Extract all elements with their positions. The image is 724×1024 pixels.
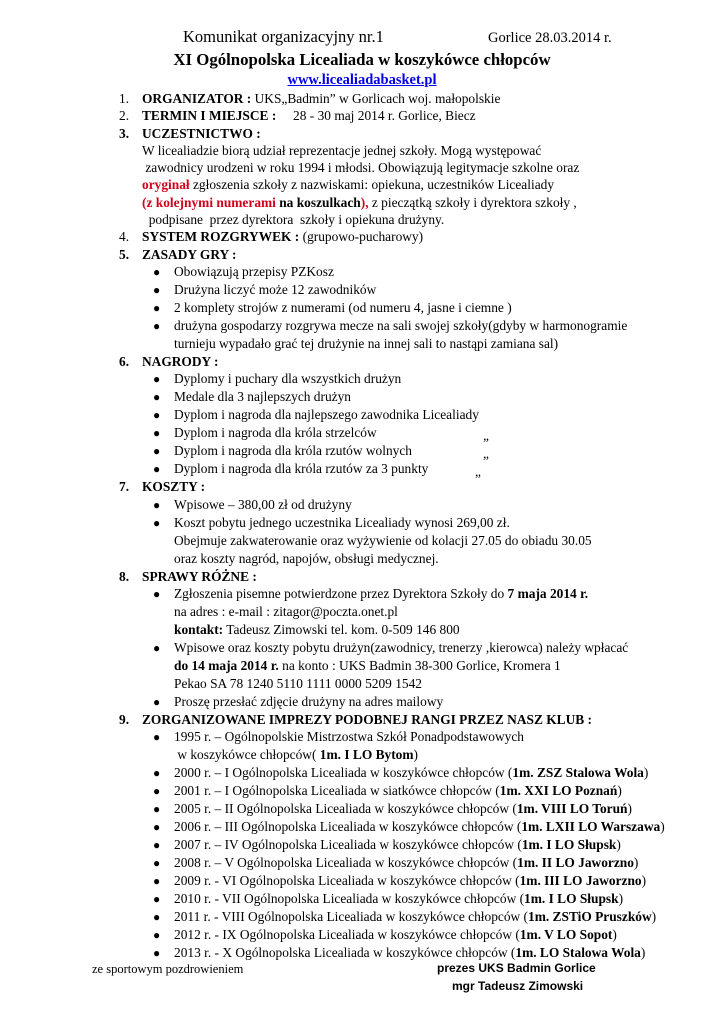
misc-list: [0, 585, 724, 711]
highlight-original: oryginał: [142, 177, 190, 193]
list-item-text: turnieju wypadało grać tej drużynie na innej sali to nastąpi zamiana sal): [174, 335, 559, 351]
list-item: [0, 460, 724, 478]
event-winner: 1m. LO Stalowa Wola: [515, 945, 641, 961]
list-item: [0, 388, 724, 406]
event-text: 2012 r. - IX Ogólnopolska Licealiada w koszykówce chłopców (: [174, 927, 520, 943]
list-item-text: Medale dla 3 najlepszych drużyn: [174, 389, 351, 405]
contact-line: [174, 621, 724, 639]
list-item: [0, 263, 724, 281]
ditto-mark: „: [475, 464, 481, 480]
list-item-text: oraz koszty nagród, napojów, obsługi medycznej.: [174, 550, 439, 566]
bank-account: Pekao SA 78 1240 5110 1111 0000 5209 1542: [174, 675, 422, 691]
website-link[interactable]: www.licealiadabasket.pl: [287, 72, 437, 88]
section-number: 1.: [119, 91, 130, 106]
event-text: ): [627, 801, 632, 817]
bullet-icon: ●: [153, 784, 161, 799]
event-winner: 1m. XXI LO Poznań: [499, 783, 618, 799]
list-item-text: Proszę przesłać zdjęcie drużyny na adres mailowy: [174, 693, 444, 709]
bullet-icon: ●: [153, 694, 161, 709]
list-item: [0, 317, 724, 353]
text-line: podpisane przez dyrektora szkoły i opiekuna drużyny.: [142, 212, 445, 228]
section-heading: KOSZTY :: [142, 479, 206, 495]
awards-list: [0, 370, 724, 478]
bullet-icon: ●: [153, 390, 161, 405]
event-text: ): [643, 765, 649, 781]
list-item-text: Dyplom i nagroda dla króla strzelców: [174, 425, 377, 441]
event-text: ): [641, 873, 647, 889]
list-item: [0, 764, 724, 782]
text-line: [142, 176, 724, 193]
signature-title: prezes UKS Badmin Gorlice: [437, 961, 596, 975]
list-item: [0, 514, 724, 568]
list-item-text: 2 komplety strojów z numerami (od numeru 4, jasne i ciemne ): [174, 299, 512, 315]
section-text: 28 - 30 maj 2014 r. Gorlice, Biecz: [276, 108, 476, 124]
text-fragment: na koszulkach: [275, 194, 361, 210]
text-fragment: zgłoszenia szkoły z nazwiskami: opiekuna, uczestników Licealiady: [189, 177, 555, 193]
list-item-text: drużyna gospodarzy rozgrywa mecze na sali swojej szkoły(gdyby w harmonogramie: [174, 317, 628, 333]
bullet-icon: ●: [153, 264, 161, 279]
event-text: 2010 r. - VII Ogólnopolska Licealiada w koszykówce chłopców (: [174, 891, 525, 907]
event-text: ): [618, 891, 624, 907]
event-text: 2005 r. – II Ogólnopolska Licealiada w koszykówce chłopców (: [174, 801, 517, 817]
ditto-mark: „: [483, 446, 489, 462]
list-item: [0, 872, 724, 890]
section-number: 3.: [119, 125, 130, 141]
contact-label: kontakt:: [174, 621, 224, 637]
section-number: 7.: [119, 479, 130, 495]
event-text: ): [413, 747, 418, 763]
bullet-icon: ●: [153, 444, 161, 459]
section-awards: [0, 353, 724, 370]
section-heading: ORGANIZATOR :: [142, 91, 252, 106]
section-history: [0, 711, 724, 728]
event-text: ): [633, 855, 639, 871]
bullet-icon: ●: [153, 892, 161, 907]
list-item: [0, 926, 724, 944]
bullet-icon: ●: [153, 408, 161, 423]
text-line: W licealiadzie biorą udział reprezentacje jednej szkoły. Mogą występować: [142, 142, 542, 158]
deadline-date: 7 maja 2014 r.: [507, 585, 589, 601]
section-rules: [0, 246, 724, 263]
bullet-icon: ●: [153, 874, 161, 889]
document-title: Komunikat organizacyjny nr.1: [183, 27, 384, 46]
section-number: 2.: [119, 108, 130, 124]
section-text: (grupowo-pucharowy): [299, 229, 424, 245]
section-organizer: [0, 90, 724, 107]
list-item: [0, 424, 724, 442]
bullet-icon: ●: [153, 282, 161, 297]
list-item: [0, 585, 724, 639]
list-item: [0, 800, 724, 818]
event-text: 2001 r. – I Ogólnopolska Licealiada w siatkówce chłopców (: [174, 783, 500, 799]
event-text: 2006 r. – III Ogólnopolska Licealiada w koszykówce chłopców (: [174, 819, 522, 835]
event-winner: 1m. ZSZ Stalowa Wola: [512, 765, 644, 781]
text-fragment: ),: [360, 194, 369, 210]
footer: [0, 958, 724, 1018]
participation-text: [0, 142, 724, 228]
event-winner: 1m. I LO Bytom: [319, 747, 414, 763]
event-winner: 1m. VIII LO Toruń: [516, 801, 628, 817]
payment-deadline: do 14 maja 2014 r.: [174, 657, 279, 673]
bullet-icon: ●: [153, 300, 161, 315]
section-text: UKS„Badmin” w Gorlicach woj. małopolskie: [251, 91, 501, 106]
event-winner: 1m. II LO Jaworzno: [517, 855, 634, 871]
bullet-icon: ●: [153, 640, 161, 655]
event-winner: 1m. I LO Słupsk: [521, 837, 617, 853]
costs-list: [0, 496, 724, 568]
event-winner: 1m. ZSTiO Pruszków: [528, 909, 652, 925]
list-item: [0, 299, 724, 317]
section-number: 8.: [119, 568, 130, 584]
bullet-icon: ●: [153, 820, 161, 835]
text-fragment: z pieczątką szkoły i dyrektora szkoły ,: [368, 194, 577, 210]
event-text: 2000 r. – I Ogólnopolska Licealiada w koszykówce chłopców (: [174, 765, 513, 781]
event-text: ): [612, 927, 617, 943]
event-text: ): [660, 819, 665, 835]
section-heading: SPRAWY RÓŻNE :: [142, 568, 257, 584]
event-text: 2013 r. - X Ogólnopolska Licealiada w koszykówce chłopców (: [174, 945, 516, 961]
section-number: 4.: [119, 229, 130, 245]
section-number: 6.: [119, 353, 130, 369]
bullet-icon: ●: [153, 766, 161, 781]
section-system: [0, 228, 724, 245]
bullet-icon: ●: [153, 515, 161, 530]
event-winner: 1m. V LO Sopot: [519, 927, 613, 943]
list-item: [0, 818, 724, 836]
event-text-cont: [174, 746, 724, 764]
rules-list: [0, 263, 724, 353]
text-line: zawodnicy urodzeni w roku 1994 i młodsi. Obowiązują legitymacje szkolne oraz: [142, 160, 580, 176]
highlight-numbers: (z kolejnymi numerami: [142, 194, 276, 210]
list-item: [0, 442, 724, 460]
bullet-icon: ●: [153, 946, 161, 961]
event-winner: 1m. LXII LO Warszawa: [521, 819, 661, 835]
list-item-text: Dyplom i nagroda dla najlepszego zawodnika Licealiady: [174, 407, 479, 423]
text-line: [142, 194, 724, 211]
bullet-icon: ●: [153, 856, 161, 871]
section-term: [0, 107, 724, 124]
document-body: [0, 90, 724, 962]
section-heading: UCZESTNICTWO :: [142, 125, 261, 141]
event-winner: 1m. III LO Jaworzno: [519, 873, 642, 889]
list-item: [0, 406, 724, 424]
bullet-icon: ●: [153, 426, 161, 441]
event-text: ): [640, 945, 646, 961]
list-item: [0, 890, 724, 908]
section-misc: [0, 568, 724, 585]
event-text: 2007 r. – IV Ogólnopolska Licealiada w koszykówce chłopców (: [174, 837, 522, 853]
list-item: [0, 639, 724, 693]
payment-line: [174, 657, 724, 675]
bullet-icon: ●: [153, 497, 161, 512]
list-item: [0, 281, 724, 299]
bullet-icon: ●: [153, 372, 161, 387]
event-text: 2011 r. - VIII Ogólnopolska Licealiada w koszykówce chłopców (: [174, 909, 529, 925]
list-item: [0, 496, 724, 514]
event-text: 1995 r. – Ogólnopolskie Mistrzostwa Szkół Ponadpodstawowych: [174, 729, 524, 745]
list-item-text: Obowiązują przepisy PZKosz: [174, 263, 334, 279]
event-title: XI Ogólnopolska Licealiada w koszykówce chłopców: [173, 50, 551, 69]
document-date: Gorlice 28.03.2014 r.: [488, 30, 612, 46]
list-item-text: Dyplom i nagroda dla króla rzutów za 3 punkty: [174, 461, 429, 477]
bullet-icon: ●: [153, 318, 161, 333]
section-number: 5.: [119, 246, 130, 262]
section-number: 9.: [119, 711, 130, 727]
section-participation: [0, 125, 724, 142]
list-item-text: Koszt pobytu jednego uczestnika Licealiady wynosi 269,00 zł.: [174, 514, 510, 530]
ditto-mark: „: [483, 428, 489, 444]
bullet-icon: ●: [153, 462, 161, 477]
event-text: 2008 r. – V Ogólnopolska Licealiada w koszykówce chłopców (: [174, 855, 518, 871]
event-winner: 1m. I LO Słupsk: [524, 891, 619, 907]
list-item-text: Dyplom i nagroda dla króla rzutów wolnych: [174, 443, 412, 459]
list-item: [0, 782, 724, 800]
bullet-icon: ●: [153, 802, 161, 817]
list-item-text: Wpisowe oraz koszty pobytu drużyn(zawodnicy, trenerzy ,kierowca) należy wpłacać: [174, 639, 629, 655]
section-heading: TERMIN I MIEJSCE :: [142, 108, 277, 124]
event-text: ): [616, 837, 621, 853]
list-item: [0, 370, 724, 388]
header-line: [0, 28, 724, 50]
account-holder: na konto : UKS Badmin 38-300 Gorlice, Kromera 1: [278, 657, 561, 673]
bullet-icon: ●: [153, 838, 161, 853]
bullet-icon: ●: [153, 586, 161, 601]
list-item-text: Drużyna liczyć może 12 zawodników: [174, 281, 377, 297]
event-text: ): [651, 909, 657, 925]
contact-email: na adres : e-mail : zitagor@poczta.onet.pl: [174, 603, 398, 619]
contact-phone: Tadeusz Zimowski tel. kom. 0-509 146 800: [223, 621, 460, 637]
events-list: [0, 728, 724, 962]
section-heading: NAGRODY :: [142, 353, 219, 369]
signature-name: mgr Tadeusz Zimowski: [452, 979, 584, 993]
section-heading: ZORGANIZOWANE IMPREZY PODOBNEJ RANGI PRZEZ NASZ KLUB :: [142, 711, 592, 727]
event-text: ): [617, 783, 622, 799]
list-item-text: Obejmuje zakwaterowanie oraz wyżywienie od kolacji 27.05 do obiadu 30.05: [174, 532, 592, 548]
list-item: [0, 908, 724, 926]
list-item: [0, 854, 724, 872]
bullet-icon: ●: [153, 928, 161, 943]
section-costs: [0, 478, 724, 495]
website-line: [0, 70, 724, 90]
list-item-text: Zgłoszenia pisemne potwierdzone przez Dyrektora Szkoły do: [174, 585, 508, 601]
event-text: 2009 r. - VI Ogólnopolska Licealiada w koszykówce chłopców (: [174, 873, 520, 889]
greeting: ze sportowym pozdrowieniem: [92, 962, 244, 976]
list-item-text: Dyplomy i puchary dla wszystkich drużyn: [174, 371, 402, 387]
list-item: [0, 728, 724, 764]
section-heading: SYSTEM ROZGRYWEK :: [142, 229, 300, 245]
bullet-icon: ●: [153, 910, 161, 925]
list-item: [0, 693, 724, 711]
bullet-icon: ●: [153, 730, 161, 745]
list-item-text: Wpisowe – 380,00 zł od drużyny: [174, 496, 352, 512]
event-text: w koszykówce chłopców(: [174, 747, 320, 763]
list-item: [0, 836, 724, 854]
section-heading: ZASADY GRY :: [142, 246, 237, 262]
